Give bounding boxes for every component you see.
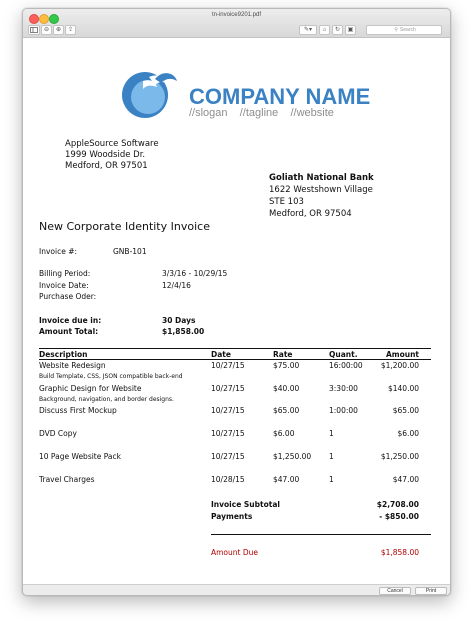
item-description: DVD Copy xyxy=(39,429,77,438)
item-date: 10/27/15 xyxy=(211,384,245,393)
invoice-date-label: Invoice Date: xyxy=(39,281,89,290)
item-quantity: 1 xyxy=(329,452,334,461)
sender-line: AppleSource Software xyxy=(65,139,159,149)
recipient-name: Goliath National Bank xyxy=(269,173,374,183)
signature-button[interactable] xyxy=(345,25,356,35)
due-in: 30 Days xyxy=(162,316,196,325)
invoice-number: GNB-101 xyxy=(113,247,147,256)
zoom-in-button[interactable] xyxy=(53,25,64,35)
item-amount: $1,200.00 xyxy=(380,361,419,370)
item-quantity: 1:00:00 xyxy=(329,406,358,415)
column-header-description: Description xyxy=(39,350,88,359)
amount-total-label: Amount Total: xyxy=(39,327,99,336)
billing-period-label: Billing Period: xyxy=(39,269,91,278)
item-rate: $47.00 xyxy=(273,475,300,484)
title-bar xyxy=(23,9,450,38)
sender-line: 1999 Woodside Dr. xyxy=(65,150,146,160)
purchase-order-label: Purchase Oder: xyxy=(39,292,97,301)
item-amount: $6.00 xyxy=(397,429,419,438)
recipient-line: STE 103 xyxy=(269,197,304,207)
item-amount: $47.00 xyxy=(392,475,419,484)
cancel-button[interactable]: Cancel xyxy=(379,587,411,595)
item-quantity: 1 xyxy=(329,475,334,484)
item-rate: $1,250.00 xyxy=(273,452,312,461)
table-top-rule xyxy=(39,348,431,349)
item-description: Website Redesign xyxy=(39,361,106,370)
item-description: 10 Page Website Pack xyxy=(39,452,121,461)
zoom-out-icon: ⊖ xyxy=(43,27,50,33)
item-note: Build Template, CSS, JSON compatible back-end xyxy=(39,373,183,380)
amount-due-label: Amount Due xyxy=(211,548,258,557)
print-bar xyxy=(23,584,450,596)
item-rate: $75.00 xyxy=(273,361,300,370)
item-amount: $65.00 xyxy=(392,406,419,415)
company-logo-icon xyxy=(115,67,177,119)
column-header-quantity: Quant. xyxy=(329,350,358,359)
share-button[interactable] xyxy=(65,25,76,35)
item-rate: $40.00 xyxy=(273,384,300,393)
sidebar-icon xyxy=(30,27,38,33)
item-note: Background, navigation, and border designs. xyxy=(39,396,174,403)
markup-button[interactable] xyxy=(299,25,317,35)
subtotal-value: $2,708.00 xyxy=(376,500,419,509)
column-header-date: Date xyxy=(211,350,231,359)
toolbox-icon: ⌂ xyxy=(322,27,327,33)
zoom-out-button[interactable] xyxy=(41,25,52,35)
invoice-date: 12/4/16 xyxy=(162,281,191,290)
search-icon: ⚲ xyxy=(394,27,398,33)
search-placeholder: Search xyxy=(399,27,416,33)
rotate-icon: ↻ xyxy=(334,27,341,33)
payments-value: - $850.00 xyxy=(379,512,419,521)
item-amount: $1,250.00 xyxy=(380,452,419,461)
window-title: tn-invoice9201.pdf xyxy=(211,12,262,18)
due-in-label: Invoice due in: xyxy=(39,316,102,325)
item-description: Discuss First Mockup xyxy=(39,406,117,415)
amount-due-value: $1,858.00 xyxy=(380,548,419,557)
print-button[interactable]: Print xyxy=(415,587,447,595)
invoice-title: New Corporate Identity Invoice xyxy=(39,220,210,233)
item-date: 10/27/15 xyxy=(211,452,245,461)
item-amount: $140.00 xyxy=(387,384,419,393)
item-description: Graphic Design for Website xyxy=(39,384,142,393)
invoice-number-label: Invoice #: xyxy=(39,247,78,256)
payments-label: Payments xyxy=(211,512,253,521)
item-rate: $65.00 xyxy=(273,406,300,415)
preview-window xyxy=(22,8,451,596)
company-name: COMPANY NAME xyxy=(189,84,371,109)
recipient-line: Medford, OR 97504 xyxy=(269,209,352,219)
rotate-button[interactable] xyxy=(332,25,343,35)
item-quantity: 16:00:00 xyxy=(329,361,363,370)
item-date: 10/27/15 xyxy=(211,429,245,438)
sender-line: Medford, OR 97501 xyxy=(65,161,148,171)
share-icon: ⇪ xyxy=(67,27,74,33)
zoom-in-icon: ⊕ xyxy=(55,27,62,33)
column-header-rate: Rate xyxy=(273,350,293,359)
table-header-rule xyxy=(39,359,431,360)
pen-icon: ✎▾ xyxy=(303,27,313,33)
item-rate: $6.00 xyxy=(273,429,295,438)
item-description: Travel Charges xyxy=(39,475,95,484)
item-quantity: 1 xyxy=(329,429,334,438)
search-input[interactable] xyxy=(366,25,442,35)
toolbox-button[interactable] xyxy=(319,25,330,35)
company-tagline: //slogan //tagline //website xyxy=(189,107,334,119)
billing-period: 3/3/16 - 10/29/15 xyxy=(162,269,228,278)
item-date: 10/27/15 xyxy=(211,361,245,370)
item-quantity: 3:30:00 xyxy=(329,384,358,393)
document-page xyxy=(23,38,450,584)
sidebar-toggle-button[interactable] xyxy=(28,25,40,35)
amount-total: $1,858.00 xyxy=(162,327,205,336)
subtotal-label: Invoice Subtotal xyxy=(211,500,280,509)
totals-rule xyxy=(211,534,431,535)
recipient-line: 1622 Westshown Village xyxy=(269,185,373,195)
item-date: 10/28/15 xyxy=(211,475,245,484)
briefcase-icon: ▣ xyxy=(347,27,354,33)
column-header-amount: Amount xyxy=(385,350,419,359)
item-date: 10/27/15 xyxy=(211,406,245,415)
